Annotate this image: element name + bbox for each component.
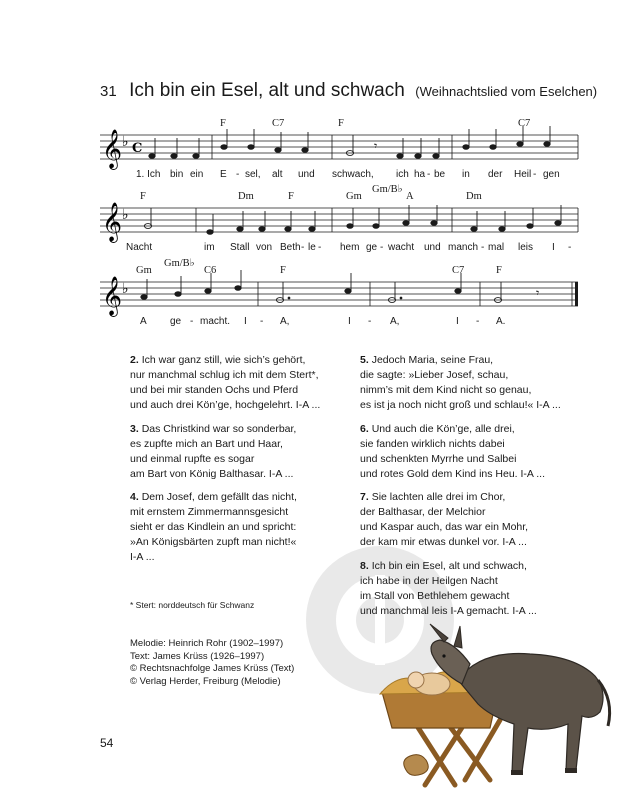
lyric-syllable: - [380,242,384,253]
chord-label: F [338,118,344,129]
lyric-syllable: leis [518,242,534,253]
staff-system-3 [100,258,580,332]
verse-number: 6. [360,423,369,435]
verse-line: und auch drei Kön’ge, hochgelehrt. I-A ... [130,399,321,411]
verse-line: nimm’s mit dem Kind nicht so genau, [360,384,532,396]
verse-number: 4. [130,491,139,503]
verse-line: der kam mir etwas dunkel vor. I-A ... [360,536,527,548]
verse-line: und Kaspar auch, das war ein Mohr, [360,521,529,533]
verse-number: 2. [130,354,139,366]
chord-label: F [496,265,502,276]
verse-line: Das Christkind war so sonderbar, [141,423,297,435]
chord-label: Gm [136,265,152,276]
lyric-syllable: A, [280,316,290,327]
lyric-syllable: sel, [245,169,261,180]
credit-copyright-melody: © Verlag Herder, Freiburg (Melodie) [130,675,281,687]
chord-label: F [140,191,146,202]
verse-line: mit ernstem Zimmermannsgesicht [130,506,289,518]
flat-icon: ♭ [122,134,129,150]
lyric-syllable: und [424,242,441,253]
verse-line: Dem Josef, dem gefällt das nicht, [141,491,297,503]
lyric-syllable: hem [340,242,360,253]
donkey-manger-illustration [370,620,620,790]
lyric-syllable: der [488,169,503,180]
lyric-syllable: Stall [230,242,250,253]
verse-line: I-A ... [130,551,155,563]
lyric-syllable: im [204,242,215,253]
lyric-syllable: gen [543,169,560,180]
lyric-syllable: - [318,242,322,253]
verse-line: die sagte: »Lieber Josef, schau, [360,369,509,381]
chord-label: C6 [204,265,217,276]
verse-line: sie fanden wirklich nichts dabei [360,438,505,450]
lyric-syllable: - [476,316,480,327]
lyric-syllable: ge [366,242,378,253]
lyric-syllable: - [260,316,264,327]
song-header [100,80,597,102]
verse-line: es ist ja noch nicht groß und schlau!« I-A ... [360,399,561,411]
lyric-syllable: Nacht [126,242,153,253]
verse-number: 5. [360,354,369,366]
chord-label: Gm/B♭ [164,258,195,269]
footnote: * Stert: norddeutsch für Schwanz [130,600,255,610]
lyric-syllable: von [256,242,273,253]
chord-label: C7 [452,265,465,276]
verse-number: 8. [360,560,369,572]
verse-line: nur manchmal schlug ich mit dem Stert*, [130,369,319,381]
verse-6 [360,422,590,482]
eighth-rest-icon: 𝄾 [374,139,378,153]
verse-line: Sie lachten alle drei im Chor, [371,491,506,503]
verse-4 [130,490,360,565]
chord-label: F [220,118,226,129]
page-number: 54 [100,736,114,750]
verse-line: es zupfte mich an Bart und Haar, [130,438,283,450]
staff-2-notation [100,188,580,248]
verse-line: und bei mir standen Ochs und Pferd [130,384,299,396]
credit-melody: Melodie: Heinrich Rohr (1902–1997) [130,638,284,649]
lyric-syllable: und [298,169,315,180]
lyric-syllable: ich [396,169,409,180]
verse-line: und rotes Gold dem Kind ins Heu. I-A ... [360,468,546,480]
verse-line: der Balthasar, der Melchior [360,506,486,518]
chord-label: A [406,191,414,202]
chord-label: Dm [466,191,482,202]
credits [130,638,294,688]
verse-line: »An Königsbärten zupft man nicht!« [130,536,297,548]
credit-copyright-text: © Rechtsnachfolge James Krüss (Text) [130,663,295,674]
lyric-syllable: 1. Ich [136,169,161,180]
verse-line: und manchmal leis I-A gemacht. I-A ... [360,605,537,617]
chord-label: Gm [346,191,362,202]
lyric-syllable: le [308,242,316,253]
credit-text: Text: James Krüss (1926–1997) [130,650,265,662]
verse-line: und schenkten Myrrhe und Salbei [360,453,517,465]
chord-label: C7 [272,118,285,129]
lyric-syllable: I [348,316,351,327]
lyric-syllable: A, [390,316,400,327]
common-time-icon: C [132,141,143,156]
verse-3 [130,422,360,482]
lyric-syllable: alt [272,169,283,180]
lyric-syllable: wacht [388,242,415,253]
lyric-syllable: - [481,242,485,253]
staff-system-2 [100,184,580,258]
staff-system-1 [100,115,580,185]
treble-clef-icon: 𝄞 [102,276,123,316]
lyric-syllable: in [462,169,470,180]
lyric-syllable: manch [448,242,479,253]
verse-line: und einmal rupfte es sogar [130,453,255,465]
lyric-syllable: be [434,169,446,180]
lyric-syllable: A [140,316,147,327]
lyric-syllable: - [427,169,431,180]
verse-line: am Bart von König Balthasar. I-A ... [130,468,294,480]
chord-label: Gm/B♭ [372,184,403,195]
lyric-syllable: - [190,316,194,327]
verse-line: ich habe in der Heilgen Nacht [360,575,498,587]
verse-line: Ich war ganz still, wie sich’s gehört, [141,354,306,366]
lyric-syllable: schwach, [332,169,374,180]
verse-8 [360,559,590,619]
verse-2 [130,353,360,413]
lyric-syllable: - [301,242,305,253]
song-subtitle: (Weihnachtslied vom Eselchen) [415,84,598,99]
song-number: 31 [100,83,117,100]
treble-clef-icon: 𝄞 [102,129,123,169]
verse-line: sieht er das Kindlein an und spricht: [130,521,297,533]
lyric-syllable: A. [496,316,506,327]
lyric-syllable: I [552,242,555,253]
verse-line: im Stall von Bethlehem gewacht [360,590,510,602]
eighth-rest-icon: 𝄾 [536,286,540,300]
flat-icon: ♭ [122,207,129,223]
song-title: Ich bin ein Esel, alt und schwach [129,80,405,101]
lyric-syllable: mal [488,242,505,253]
chord-label: Dm [238,191,254,202]
lyric-syllable: - [368,316,372,327]
lyric-syllable: Beth [280,242,301,253]
lyric-syllable: - [568,242,572,253]
lyric-syllable: ge [170,316,182,327]
verse-number: 7. [360,491,369,503]
lyric-syllable: Heil [514,169,532,180]
treble-clef-icon: 𝄞 [102,202,123,242]
lyric-syllable: E [220,169,227,180]
verse-5 [360,353,590,413]
chord-label: C7 [518,118,531,129]
lyric-syllable: ein [190,169,204,180]
lyric-syllable: bin [170,169,184,180]
lyric-syllable: I [456,316,459,327]
verse-number: 3. [130,423,139,435]
verse-line: Jedoch Maria, seine Frau, [371,354,494,366]
verse-7 [360,490,590,550]
flat-icon: ♭ [122,281,129,297]
lyric-syllable: ha [414,169,426,180]
verse-line: Und auch die Kön’ge, alle drei, [371,423,515,435]
chord-label: F [288,191,294,202]
lyric-syllable: - [236,169,240,180]
verse-line: Ich bin ein Esel, alt und schwach, [371,560,527,572]
staff-3-notation [100,262,580,322]
lyric-syllable: I [244,316,247,327]
lyric-syllable: - [533,169,537,180]
lyric-syllable: macht. [200,316,231,327]
chord-label: F [280,265,286,276]
